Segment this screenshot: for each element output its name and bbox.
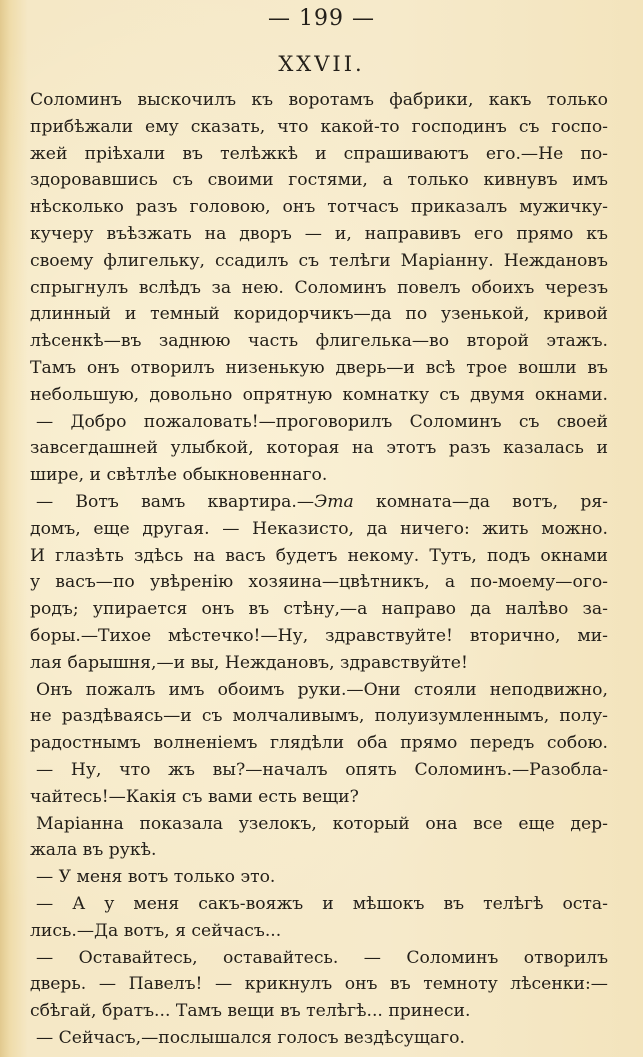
- text-line: небольшую, довольно опрятную комнатку съ двумя окнами.: [30, 384, 608, 405]
- text-line: лѣсенкѣ—въ заднюю часть флигелька—во второй этажъ.: [30, 331, 608, 352]
- text-line: спрыгнулъ вслѣдъ за нею. Соломинъ повелъ обоихъ черезъ: [30, 277, 608, 298]
- text-line: длинный и темный коридорчикъ—да по узенькой, кривой: [30, 304, 608, 325]
- text-line: жала въ рукѣ.: [30, 840, 157, 861]
- text-line: — А у меня сакъ-вояжъ и мѣшокъ въ телѣгѣ оста-: [36, 893, 608, 914]
- text-line: — Сейчасъ,—послышался голосъ вездѣсущаго.: [36, 1027, 465, 1048]
- page-number: — 199 —: [268, 6, 375, 31]
- text-line: лись.—Да вотъ, я сейчасъ...: [30, 920, 282, 941]
- text-line: Маріанна показала узелокъ, который она все еще дер-: [36, 813, 608, 834]
- text-line: — Ну, что жъ вы?—началъ опять Соломинъ.—Разобла-: [36, 759, 608, 780]
- chapter-heading: XXVII.: [278, 52, 365, 76]
- body-text: [30, 87, 608, 1052]
- text-line: своему флигельку, ссадилъ съ телѣги Маріанну. Неждановъ: [30, 250, 608, 271]
- text-line: домъ, еще другая. — Неказисто, да ничего: жить можно.: [30, 518, 608, 539]
- text-line: не раздѣваясь—и съ молчаливымъ, полуизумленнымъ, полу-: [30, 706, 608, 727]
- text-line: Онъ пожалъ имъ обоимъ руки.—Они стояли неподвижно,: [36, 679, 608, 700]
- text-line: — Добро пожаловать!—проговорилъ Соломинъ съ своей: [36, 411, 608, 432]
- text-line: жей пріѣхали въ телѣжкѣ и спрашиваютъ его.—Не по-: [30, 143, 608, 164]
- text-line: родъ; упирается онъ въ стѣну,—а направо да налѣво за-: [30, 599, 608, 620]
- text-line: — У меня вотъ только это.: [36, 867, 276, 888]
- text-line: — Вотъ вамъ квартира.—Эта комната—да вотъ, ря-: [36, 491, 608, 512]
- text-line: кучеру въѣзжать на дворъ — и, направивъ его прямо къ: [30, 223, 608, 244]
- text-line: завсегдашней улыбкой, которая на этотъ разъ казалась и: [30, 438, 608, 459]
- text-line: боры.—Тихое мѣстечко!—Ну, здравствуйте! вторично, ми-: [30, 625, 608, 646]
- text-line: — Оставайтесь, оставайтесь. — Соломинъ отворилъ: [36, 947, 608, 968]
- text-line: радостнымъ волненіемъ глядѣли оба прямо передъ собою.: [30, 733, 608, 754]
- text-line: здоровавшись съ своими гостями, а только кивнувъ имъ: [30, 170, 608, 191]
- text-line: нѣсколько разъ головою, онъ тотчасъ приказалъ мужичку-: [30, 197, 608, 218]
- text-line: у васъ—по увѣренію хозяина—цвѣтникъ, а по-моему—ого-: [30, 572, 608, 593]
- text-line: чайтесь!—Какія съ вами есть вещи?: [30, 786, 359, 807]
- text-line: прибѣжали ему сказать, что какой-то господинъ съ госпо-: [30, 116, 608, 137]
- text-line: И глазѣть здѣсь на васъ будетъ некому. Тутъ, подъ окнами: [30, 545, 608, 566]
- text-line: дверь. — Павелъ! — крикнулъ онъ въ темноту лѣсенки:—: [30, 974, 608, 995]
- text-line: сбѣгай, братъ... Тамъ вещи въ телѣгѣ... принеси.: [30, 1001, 471, 1022]
- text-line: шире, и свѣтлѣе обыкновеннаго.: [30, 465, 328, 486]
- text-line: Тамъ онъ отворилъ низенькую дверь—и всѣ трое вошли въ: [30, 357, 608, 378]
- text-line: лая барышня,—и вы, Неждановъ, здравствуйте!: [30, 652, 468, 673]
- text-line: Соломинъ выскочилъ къ воротамъ фабрики, какъ только: [30, 90, 608, 110]
